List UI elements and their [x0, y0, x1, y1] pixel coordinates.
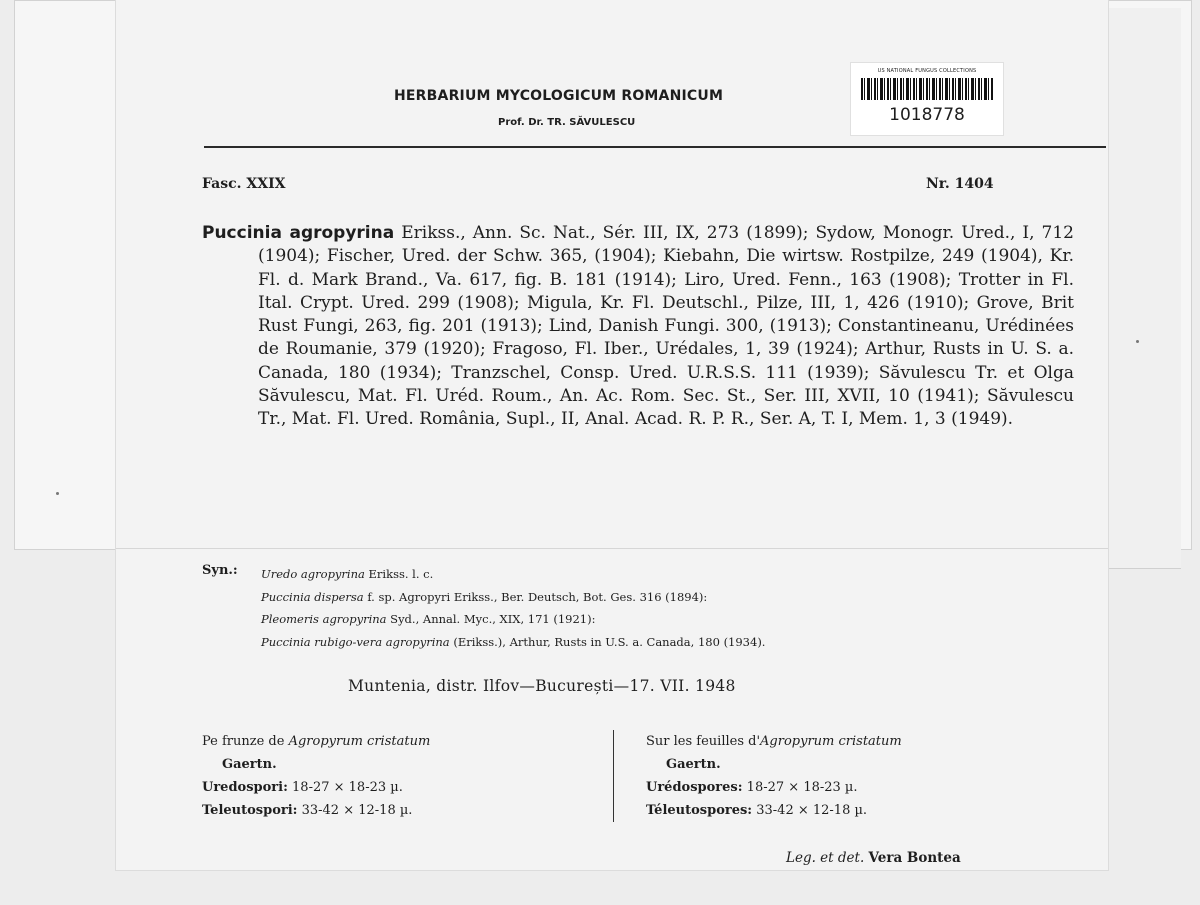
spore-size: 33-42 × 12-18 µ.: [752, 803, 868, 818]
description-romanian: [202, 730, 602, 822]
synonym-reference: (Erikss.), Arthur, Rusts in U.S. a. Canada, 180 (1934).: [449, 635, 766, 650]
synonym-list: [261, 563, 1041, 654]
collection-locality: Muntenia, distr. Ilfov—București—17. VII. 1948: [348, 677, 736, 695]
synonym-name: Uredo agropyrina: [261, 567, 365, 581]
collector-name: Vera Bontea: [868, 850, 961, 866]
host-name: Agropyrum cristatum: [288, 734, 431, 749]
synonyms-label: Syn.:: [202, 563, 238, 578]
synonym-name: Puccinia rubigo-vera agropyrina: [261, 635, 450, 650]
species-citation: [202, 222, 1074, 432]
synonym-item: [261, 631, 1041, 654]
spore-label: Urédospores:: [646, 780, 743, 795]
spore-line: [202, 799, 602, 822]
spore-size: 33-42 × 12-18 µ.: [297, 803, 413, 818]
spore-line: [202, 776, 602, 799]
synonym-item: [261, 563, 1041, 586]
dust-speck: [56, 492, 59, 495]
species-name: Puccinia agropyrina: [202, 223, 395, 243]
citation-references: Erikss., Ann. Sc. Nat., Sér. III, IX, 273 (1899); Sydow, Monogr. Ured., I, 712 (1904); Fischer, Ured. der Schw. 365, (1904); Kiebahn, Die wirtsw. Rostpilze, 249 (1904), Kr. Fl. d. Mark Brand., Va. 617, fig. B. 181 (1914); Liro, Ured. Fenn., 163 (1908); Trotter in Fl. Ital. Crypt. Ured. 299 (1908); Migula, Kr. Fl. Deutschl., Pilze, III, 1, 426 (1910); Grove, Brit Rust Fungi, 263, fig. 201 (1913); Lind, Danish Fungi. 300, (1913); Constantineanu, Urédinées de Roumanie, 379 (1920); Fragoso, Fl. Iber., Urédales, 1, 39 (1924); Arthur, Rusts in U. S. a. Canada, 180 (1934); Tranzschel, Consp. Ured. U.R.S.S. 111 (1939); Săvulescu Tr. et Olga Săvulescu, Mat. Fl. Uréd. Roum., An. Ac. Rom. Sec. St., Ser. III, XVII, 10 (1941); Săvulescu Tr., Mat. Fl. Ured. România, Supl., II, Anal. Acad. R. P. R., Ser. A, T. I, Mem. 1, 3 (1949).: [258, 223, 1074, 430]
spore-label: Uredospori:: [202, 780, 288, 795]
spore-label: Téleutospores:: [646, 803, 753, 818]
barcode-caption: US NATIONAL FUNGUS COLLECTIONS: [877, 68, 977, 74]
synonym-reference: Syd., Annal. Myc., XIX, 171 (1921):: [386, 612, 596, 627]
fascicle-number: Fasc. XXIX: [202, 176, 286, 192]
barcode-icon: [861, 78, 993, 100]
spore-size: 18-27 × 18-23 µ.: [742, 780, 858, 795]
collector-credit: [786, 850, 961, 866]
barcode-sticker: [850, 62, 1004, 136]
host-authority: Gaertn.: [222, 757, 277, 772]
synonym-item: [261, 608, 1041, 631]
spore-line: [646, 776, 1086, 799]
synonym-reference: f. sp. Agropyri Erikss., Ber. Deutsch, Bot. Ges. 316 (1894):: [363, 589, 708, 604]
host-line: [646, 730, 1086, 753]
host-prefix: Pe frunze de: [202, 734, 289, 749]
synonym-item: [261, 586, 1041, 609]
header-rule: [204, 146, 1106, 148]
exsiccata-label: [116, 0, 1108, 870]
barcode-number: 1018778: [889, 105, 965, 125]
host-name: Agropyrum cristatum: [760, 734, 902, 749]
host-prefix: Sur les feuilles d': [646, 734, 761, 749]
exsiccata-number: Nr. 1404: [926, 176, 994, 192]
herbarium-director: Prof. Dr. TR. SĂVULESCU: [498, 117, 636, 128]
spore-size: 18-27 × 18-23 µ.: [287, 780, 403, 795]
herbarium-title: HERBARIUM MYCOLOGICUM ROMANICUM: [394, 88, 724, 104]
synonym-name: Puccinia dispersa: [261, 589, 364, 604]
synonym-name: Pleomeris agropyrina: [261, 612, 387, 627]
host-line: [202, 730, 602, 753]
dust-speck: [1136, 340, 1139, 343]
spore-line: [646, 799, 1086, 822]
column-divider: [613, 730, 614, 822]
label-fold-line: [116, 548, 1108, 549]
spore-label: Teleutospori:: [202, 803, 298, 818]
description-french: [646, 730, 1086, 822]
collector-prefix: Leg. et det.: [786, 850, 869, 866]
host-authority: Gaertn.: [666, 757, 721, 772]
synonym-reference: Erikss. l. c.: [364, 567, 434, 581]
